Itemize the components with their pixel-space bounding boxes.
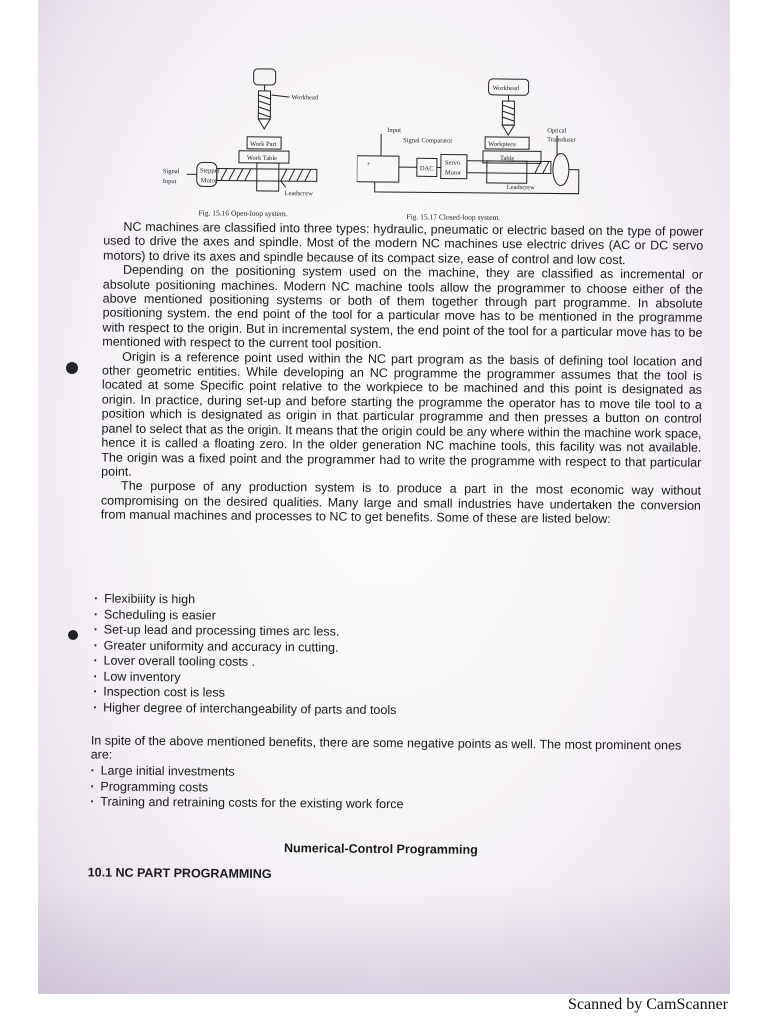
- list-item: · Higher degree of interchangeability of parts and tools: [93, 700, 396, 718]
- scanned-page: [38, 0, 730, 994]
- list-item: · Scheduling is easier: [94, 607, 397, 625]
- list-item: · Set-up lead and processing times arc less.: [94, 622, 397, 640]
- optical-label: Optical: [547, 127, 567, 135]
- list-item: · Inspection cost is less: [93, 684, 396, 702]
- list-item: · Programming costs: [90, 779, 403, 797]
- signal-label: Signal: [162, 168, 180, 176]
- transduser-label: Transduser: [547, 136, 576, 144]
- section-heading: 10.1 NC PART PROGRAMMING: [87, 865, 272, 882]
- benefits-list: [93, 591, 397, 718]
- paragraph-purpose: The purpose of any production system is to produce a part in the most economic way without compromising on the desired qualities. Many large and small industries have undertaken the conversion from manual machines and processes to NC to get benefits. Some of these are listed below:: [100, 479, 702, 527]
- negatives-list: [90, 763, 404, 812]
- closed-loop-leadscrew-label: Leadscrew: [506, 184, 535, 192]
- open-loop-input-label: Input: [162, 178, 177, 186]
- binding-hole: [68, 630, 78, 640]
- closed-loop-figure: [357, 74, 588, 206]
- paragraph-positioning: Depending on the positioning system used on the machine, they are classified as incremental or absolute positioning machines. Modern NC machine tools allow the programmer to choose either of the above mentioned positioning systems or both of them together through part programme. In absolute positioning system. the end point of the tool for a particular move has to be mentioned in the programme with respect to the origin. But in incremental system, the end point of the tool for a particular move has to be mentioned with respect to the current tool position.: [102, 262, 704, 352]
- body-text: [101, 220, 704, 528]
- open-loop-caption: Fig. 15.16 Open-loop system.: [198, 208, 288, 219]
- work-part-label: Work Part: [250, 140, 277, 149]
- paragraph-origin: Origin is a reference point used within the NC part program as the basis of defining tool location and other geometric entities. While developing an NC programme the programmer assumes that the tool is located at some Specific point relative to the workpiece to be machined and this point is designated as origin. In practice, during set-up and before starting the programme the operator has to move tile tool to a position which is designated as origin in that particular programme and then presses a button on control panel to select that as the origin. It means that the origin could be any where within the machine work space, hence it is called a floating zero. In the older generation NC machine tools, this facility was not available. The origin was a fixed point and the programmer had to write the programme with respect to that particular point.: [101, 349, 703, 479]
- stepper-motor-label: Motor: [200, 177, 218, 185]
- closed-loop-caption: Fig. 15.17 Closed-loop system.: [406, 212, 501, 223]
- center-title: Numerical-Control Programming: [283, 841, 478, 857]
- work-table-label: Work Table: [246, 154, 278, 163]
- open-loop-leadscrew-label: Leadscrew: [284, 190, 313, 198]
- negatives-intro: In spite of the above mentioned benefits, there are some negative points as well. The most prominent ones are:: [90, 733, 682, 763]
- signal-comparator-label: Signal Comparator: [403, 137, 453, 145]
- closed-loop-input-label: Input: [387, 127, 401, 135]
- open-loop-workhead-label: Workhead: [291, 94, 319, 102]
- stepper-label: Stepper: [199, 167, 220, 175]
- workpiece-label: Workpiece: [488, 140, 517, 149]
- plus-sign-label: +: [366, 160, 371, 168]
- table-label: Table: [499, 154, 515, 163]
- servo-motor-label: Motor: [444, 169, 462, 177]
- servo-label: Servo: [444, 159, 461, 167]
- open-loop-figure: [161, 64, 332, 205]
- binding-hole: [66, 362, 78, 374]
- list-item: · Greater uniformity and accuracy in cutting.: [94, 638, 397, 656]
- paragraph-drive-types: NC machines are classified into three types: hydraulic, pneumatic or electric based on the type of power used to drive the axes and spindle. Most of the modern NC machines use electric drives (AC or DC servo motors) to drive its axes and spindle because of its compact size, ease of control and low cost.: [103, 219, 704, 267]
- scanner-footer: Scanned by CamScanner: [568, 996, 728, 1013]
- list-item: · Lover overall tooling costs .: [93, 653, 396, 671]
- dac-label: DAC: [419, 165, 434, 173]
- closed-loop-workhead-label: Workhead: [492, 84, 520, 93]
- list-item: · Flexibiiity is high: [94, 591, 397, 609]
- list-item: · Training and retraining costs for the existing work force: [90, 794, 403, 812]
- list-item: · Large initial investments: [91, 763, 404, 781]
- page-content: [38, 0, 730, 994]
- list-item: · Low inventory: [93, 669, 396, 687]
